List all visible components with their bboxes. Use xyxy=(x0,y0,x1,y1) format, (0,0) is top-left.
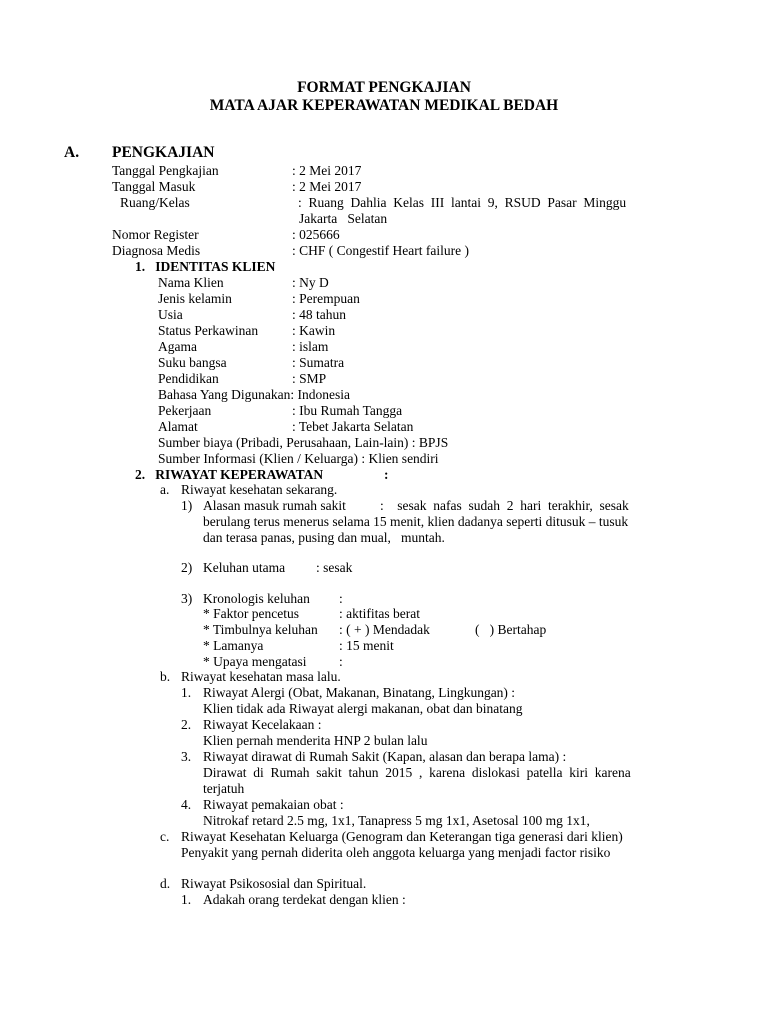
riwayat-a-text: Riwayat kesehatan sekarang. xyxy=(181,482,338,497)
identitas-value-jenis-kelamin: : Perempuan xyxy=(292,291,360,306)
riwayat-a3-item-value: : 15 menit xyxy=(339,638,394,653)
riwayat-b-item-detail: Nitrokaf retard 2.5 mg, 1x1, Tanapress 5 mg 1x1, Asetosal 100 mg 1x1, xyxy=(203,813,590,828)
identitas-label-nama: Nama Klien xyxy=(158,275,224,290)
riwayat-a3-item-label: * Faktor pencetus xyxy=(203,606,299,621)
riwayat-a3-item-value: : aktifitas berat xyxy=(339,606,420,621)
riwayat-b-item-marker: 1. xyxy=(181,685,192,700)
field-value-tanggal-pengkajian: : 2 Mei 2017 xyxy=(292,163,362,178)
riwayat-b-item-detail: Klien tidak ada Riwayat alergi makanan, obat dan binatang xyxy=(203,701,523,716)
riwayat-b-item-detail: Klien pernah menderita HNP 2 bulan lalu xyxy=(203,733,428,748)
riwayat-a1-marker: 1) xyxy=(181,498,193,513)
identitas-bahasa: Bahasa Yang Digunakan: Indonesia xyxy=(158,387,350,402)
identitas-sumber-biaya: Sumber biaya (Pribadi, Perusahaan, Lain-lain) : BPJS xyxy=(158,435,449,450)
riwayat-c-marker: c. xyxy=(160,829,170,844)
field-label-nomor-register: Nomor Register xyxy=(112,227,199,242)
identitas-value-nama: : Ny D xyxy=(292,275,329,290)
identitas-label-status: Status Perkawinan xyxy=(158,323,259,338)
riwayat-a2-value: : sesak xyxy=(316,560,353,575)
riwayat-a2-marker: 2) xyxy=(181,560,193,575)
riwayat-d-marker: d. xyxy=(160,876,171,891)
riwayat-b-item-title: Riwayat dirawat di Rumah Sakit (Kapan, alasan dan berapa lama) : xyxy=(203,749,567,764)
riwayat-a3-label: Kronologis keluhan xyxy=(203,591,310,606)
riwayat-b-item-marker: 2. xyxy=(181,717,192,732)
riwayat-b-item-marker: 4. xyxy=(181,797,192,812)
identitas-value-pekerjaan: : Ibu Rumah Tangga xyxy=(292,403,403,418)
riwayat-d-text: Riwayat Psikososial dan Spiritual. xyxy=(181,876,367,891)
identitas-label-agama: Agama xyxy=(158,339,197,354)
riwayat-a1-line3: dan terasa panas, pusing dan mual, muntah. xyxy=(203,530,445,545)
riwayat-d1-text: Adakah orang terdekat dengan klien : xyxy=(203,892,406,907)
identitas-value-usia: : 48 tahun xyxy=(292,307,346,322)
identitas-label-pendidikan: Pendidikan xyxy=(158,371,219,386)
riwayat-a3-item-label: * Upaya mengatasi xyxy=(203,654,307,669)
riwayat-heading: 2. RIWAYAT KEPERAWATAN xyxy=(135,467,324,482)
riwayat-a1-line2: berulang terus menerus selama 15 menit, klien dadanya seperti ditusuk – tusuk xyxy=(203,514,629,529)
field-value-tanggal-masuk: : 2 Mei 2017 xyxy=(292,179,362,194)
identitas-value-suku: : Sumatra xyxy=(292,355,345,370)
riwayat-a3-value: : xyxy=(339,591,343,606)
riwayat-a3-item-label: * Timbulnya keluhan xyxy=(203,622,318,637)
identitas-value-status: : Kawin xyxy=(292,323,336,338)
section-a-heading: PENGKAJIAN xyxy=(112,144,215,161)
riwayat-b-item-detail: Dirawat di Rumah sakit tahun 2015 , karena dislokasi patella kiri karena xyxy=(203,765,631,780)
identitas-label-suku: Suku bangsa xyxy=(158,355,227,370)
riwayat-b-item-title: Riwayat pemakaian obat : xyxy=(203,797,344,812)
riwayat-b-item-detail-cont: terjatuh xyxy=(203,781,245,796)
riwayat-a3-item-value: : ( + ) Mendadak xyxy=(339,622,430,637)
identitas-value-agama: : islam xyxy=(292,339,329,354)
identitas-value-pendidikan: : SMP xyxy=(292,371,327,386)
riwayat-b-item-marker: 3. xyxy=(181,749,192,764)
riwayat-a-marker: a. xyxy=(160,482,170,497)
field-label-tanggal-masuk: Tanggal Masuk xyxy=(112,179,196,194)
riwayat-b-marker: b. xyxy=(160,669,171,684)
riwayat-a3-item-value: : xyxy=(339,654,343,669)
riwayat-a1-label: Alasan masuk rumah sakit xyxy=(203,498,346,513)
document-subtitle: MATA AJAR KEPERAWATAN MEDIKAL BEDAH xyxy=(209,97,559,114)
riwayat-a3-item-label: * Lamanya xyxy=(203,638,264,653)
riwayat-a2-label: Keluhan utama xyxy=(203,560,286,575)
riwayat-a3-item-value-alt: ( ) Bertahap xyxy=(475,622,547,637)
riwayat-c-text: Riwayat Kesehatan Keluarga (Genogram dan Keterangan tiga generasi dari klien) xyxy=(181,829,623,844)
identitas-label-pekerjaan: Pekerjaan xyxy=(158,403,212,418)
field-value-diagnosa-medis: : CHF ( Congestif Heart failure ) xyxy=(292,243,469,258)
riwayat-b-text: Riwayat kesehatan masa lalu. xyxy=(181,669,341,684)
field-value-ruang-kelas: : Ruang Dahlia Kelas III lantai 9, RSUD Pasar Minggu xyxy=(298,195,627,210)
riwayat-b-item-title: Riwayat Kecelakaan : xyxy=(203,717,322,732)
document-title: FORMAT PENGKAJIAN xyxy=(297,79,471,96)
riwayat-c-detail: Penyakit yang pernah diderita oleh anggota keluarga yang menjadi factor risiko xyxy=(181,845,611,860)
riwayat-a1-value: : sesak nafas sudah 2 hari terakhir, sesak xyxy=(380,498,629,513)
field-label-diagnosa-medis: Diagnosa Medis xyxy=(112,243,201,258)
section-a-letter: A. xyxy=(64,144,80,161)
identitas-label-jenis-kelamin: Jenis kelamin xyxy=(158,291,232,306)
riwayat-heading-colon: : xyxy=(384,467,389,482)
identitas-label-alamat: Alamat xyxy=(158,419,198,434)
riwayat-d1-marker: 1. xyxy=(181,892,192,907)
field-value-ruang-kelas-cont: Jakarta Selatan xyxy=(299,211,388,226)
field-label-tanggal-pengkajian: Tanggal Pengkajian xyxy=(112,163,219,178)
riwayat-a3-marker: 3) xyxy=(181,591,193,606)
identitas-label-usia: Usia xyxy=(158,307,183,322)
identitas-heading: 1. IDENTITAS KLIEN xyxy=(135,259,276,274)
riwayat-b-item-title: Riwayat Alergi (Obat, Makanan, Binatang, Lingkungan) : xyxy=(203,685,516,700)
identitas-sumber-informasi: Sumber Informasi (Klien / Keluarga) : Klien sendiri xyxy=(158,451,439,466)
identitas-value-alamat: : Tebet Jakarta Selatan xyxy=(292,419,414,434)
field-label-ruang-kelas: Ruang/Kelas xyxy=(120,195,190,210)
field-value-nomor-register: : 025666 xyxy=(292,227,340,242)
